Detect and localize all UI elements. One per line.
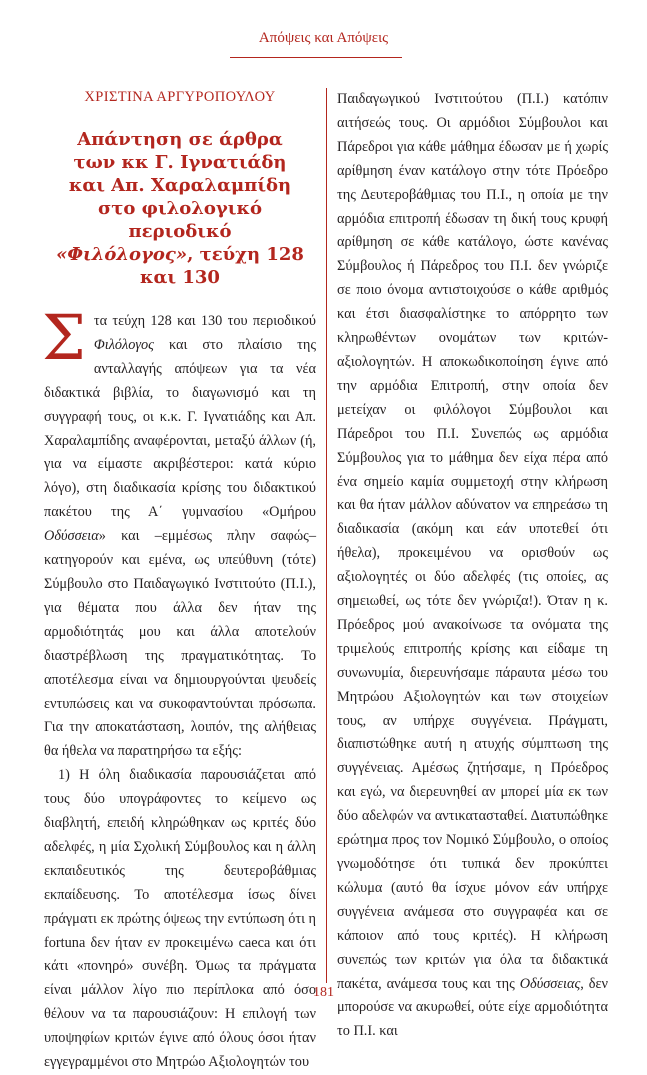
title-line: στο φιλολογικό περιοδικό bbox=[98, 198, 262, 242]
paragraph-point-1: 1) Η όλη διαδικασία παρουσιάζεται από τους δύο υπογράφοντες το κείμενο ως διαβλητή, επειδή κληρώθηκαν ως κριτές δύο αδελφές, η μία Σχολική Σύμβουλος και η άλλη εκπαιδευτικός της δευτεροβάθμιας εκπαίδευσης. Το αποτέλεσμα ίσως δίνει πράγματι εκ πρώτης όψεως την εντύπωση ότι η fortuna δεν ήταν εν προκειμένω caeca και ότι κάτι «πονηρό» συνέβη. Όμως τα πράγματα είναι μάλλον λίγο πιο περίπλοκα από όσο θέλουν να τα παρουσιάζουν: Η επιλογή των υποψηφίων κριτών έγινε από όλους όσοι ήταν εγγεγραμμένοι στο Μητρώο Αξιολογητών του bbox=[44, 767, 316, 1071]
title-line: Απάντηση σε άρθρα bbox=[77, 129, 283, 150]
title-line: των κκ Γ. Ιγνατιάδη bbox=[73, 152, 287, 173]
drop-cap: Σ bbox=[42, 301, 86, 374]
text-run-italic: Οδύσσεια bbox=[44, 528, 99, 545]
header-underline bbox=[230, 57, 402, 58]
text-run: τα τεύχη 128 και 130 του περιοδικού bbox=[93, 313, 316, 329]
column-divider bbox=[326, 88, 327, 983]
body-text-left bbox=[42, 301, 316, 1075]
title-line: και Απ. Χαραλαμπίδη bbox=[68, 175, 292, 196]
paragraph-intro bbox=[42, 301, 316, 764]
text-run-italic: Οδύσσειας bbox=[519, 975, 581, 992]
text-run-italic: Φιλόλογος bbox=[93, 336, 154, 353]
text-run: » και –εμμέσως πλην σαφώς– κατηγορούν και εμένα, ως υπεύθυνη (τότε) Σύμβουλο στο Παιδαγωγικό Ινστιτούτο (Π.Ι.), για θέματα που άλλα δεν ήταν της αρμοδιότητάς μου και άλλα αποτελούν διαστρέβλωση της πραγματικότητας. Το αποτέλεσμα είναι να δημιουργούνται ψευδείς εντυπώσεις και να συκοφαντούνται πρόσωπα. Για την αποκατάσταση, λοιπόν, της αλήθειας θα ήθελα να παρατηρήσω τα εξής: bbox=[44, 528, 316, 760]
title-journal-name: «Φιλόλογος» bbox=[56, 244, 188, 265]
right-column bbox=[337, 88, 608, 1044]
text-run: Παιδαγωγικού Ινστιτούτου (Π.Ι.) κατόπιν αιτήσεώς τους. Οι αρμόδιοι Σύμβουλοι και Πάρεδροι για κάθε μάθημα έδωσαν με ή χωρίς αρίθμηση έναν κατάλογο στην τότε Πρόεδρο της Δευτεροβάθμιας του Π.Ι., η οποία με την αρμόδια επιτροπή έδωσαν τη δική τους κρυφή αρίθμηση σε κάθε κατάλογο, ώστε κανένας Σύμβουλος ή Πάρεδρος του Π.Ι. δεν γνώριζε σε ποιο όνομα αντιστοιχούσε ο κάθε αριθμός και έτσι διασφαλίστηκε το απόρρητο των κληρωθέντων ονομάτων των κριτών-αξιολογητών. Η αποκωδικοποίηση έγινε από την αρμόδια Επιτροπή, στην οποία δεν μετείχαν οι φιλόλογοι Σύμβουλοι και Πάρεδροι του Π.Ι. Συνεπώς ως αρμόδια Σύμβουλος για το μάθημα δεν είχα πέρα από ένα σημείο καμία συμμετοχή στην κλήρωση και θα ήταν μάλλον αδύνατον να επηρεάσω τη διαδικασία (ακόμη και εάν υποτεθεί ότι ήθελα), προκειμένου να ορισθούν ως αξιολογητές οι δύο αδελφές (τις οποίες, ας σημειωθεί, ως τότε δεν γνώριζα!). Όταν η κ. Πρόεδρος μού ανακοίνωσε τα ονόματα της τριμελούς επιτροπής κρίσης και είδαμε τη συνωνυμία, διερευνήσαμε πάραυτα μέσω του Μητρώου Αξιολογητών και των στοιχείων τους, αν υπήρχε συγγένεια. Πράγματι, διαπιστώθηκε αυτή η ατυχής σύμπτωση της συγγένειας. Αμέσως ζητήσαμε, η Πρόεδρος και εγώ, να διερευνηθεί αν μπορεί μία εκ των δύο αδελφών να αντικατασταθεί. Διατυπώθηκε ερώτημα προς τον Νομικό Σύμβουλο, ο οποίος γνωμοδότησε ότι τυπικά δεν προκύπτει κώλυμα (αυτό θα ίσχυε μόνον εάν υπήρχε συγγένεια ανάμεσα στο συγγραφέα και σε κάποιον από τους κριτές). Η κλήρωση συνεπώς των κριτών για όλα τα διδακτικά πακέτα, ανάμεσα τους και της bbox=[337, 91, 608, 992]
body-text-right bbox=[337, 88, 608, 1044]
running-header: Απόψεις και Απόψεις bbox=[258, 30, 389, 46]
paragraph-continued bbox=[337, 88, 608, 1044]
author-name: ΧΡΙΣΤΙΝΑ ΑΡΓΥΡΟΠΟΥΛΟΥ bbox=[84, 89, 276, 105]
title-issues: , τεύχη 128 και 130 bbox=[140, 244, 304, 288]
left-column bbox=[44, 88, 316, 1075]
article-title bbox=[44, 128, 316, 289]
text-run: και στο πλαίσιο της ανταλλαγής απόψεων για τα νέα διδακτικά βιβλία, το διαγωνισμό και τη συγγραφή τους, οι κ.κ. Γ. Ιγνατιάδης και Απ. Χαραλαμπίδης αναφέρονται, μεταξύ άλλων (ή, για να είμαστε ακριβέστεροι: κατά κύριο λόγο), στη διαδικασία κρίσης του διδακτικού πακέτου της Α΄ γυμνασίου «Ομήρου bbox=[44, 336, 316, 521]
text-run: , δεν μπορούσε να ακυρωθεί, ούτε είχε αρμοδιότητα το Π.Ι. και bbox=[337, 975, 608, 1040]
page-number: 181 bbox=[313, 985, 334, 1000]
title-line bbox=[44, 243, 316, 289]
